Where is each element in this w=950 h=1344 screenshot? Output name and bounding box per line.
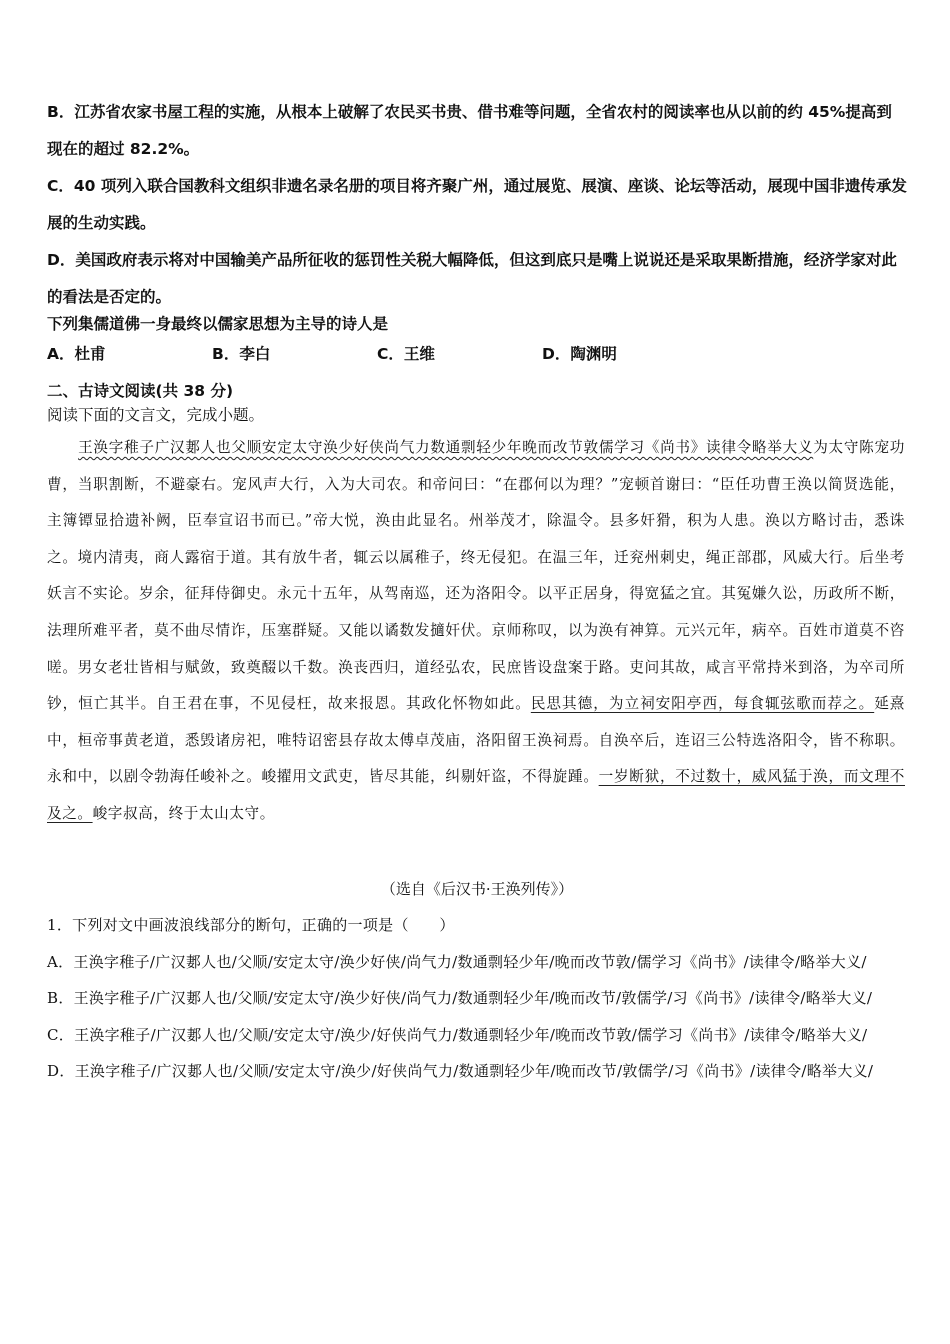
question-1-option-b: B．王涣字稚子/广汉郪人也/父顺/安定太守/涣少好侠/尚气力/数通剽轻少年/晚而改节/敦儒学/习《尚书》/读律令/略举大义/ [47, 989, 873, 1008]
passage-body-3: 峻字叔高，终于太山太守。 [92, 804, 275, 822]
question-1-option-d: D．王涣字稚子/广汉郪人也/父顺/安定太守/涣少/好侠尚气力/数通剽轻少年/晚而改节/敦儒学/习《尚书》/读律令/略举大义/ [47, 1062, 874, 1081]
section-2-instruction: 阅读下面的文言文，完成小题。 [47, 406, 265, 424]
option-b: B．江苏省农家书屋工程的实施，从根本上破解了农民买书贵、借书难等问题，全省农村的阅读率也从以前的约 45%提高到现在的超过 82.2%。 [47, 103, 892, 158]
poet-question-stem: 下列集儒道佛一身最终以儒家思想为主导的诗人是 [47, 315, 389, 333]
poet-choice-d: D．陶渊明 [542, 345, 617, 363]
poet-choice-a: A．杜甫 [47, 345, 106, 363]
option-d: D．美国政府表示将对中国输美产品所征收的惩罚性关税大幅降低，但这到底只是嘴上说说还是采取果断措施，经济学家对此的看法是否定的。 [47, 251, 897, 306]
section-2-heading: 二、古诗文阅读(共 38 分) [47, 382, 234, 400]
question-1 [47, 907, 909, 1090]
passage-underline-2: 一岁断狱，不过数十，威风猛于涣，而文理不及之。 [47, 768, 905, 822]
option-block-top [47, 94, 907, 316]
question-1-option-a: A．王涣字稚子/广汉郪人也/父顺/安定太守/涣少好侠/尚气力/数通剽轻少年/晚而改节敦/儒学习《尚书》/读律令/略举大义/ [47, 952, 867, 971]
passage-text [47, 430, 905, 833]
classical-passage [47, 430, 905, 833]
question-1-option-c: C．王涣字稚子/广汉郪人也/父顺/安定太守/涣少/好侠尚气力/数通剽轻少年/晚而改节敦/儒学习《尚书》/读律令/略举大义/ [47, 1025, 868, 1044]
passage-wavy-segment: 王涣字稚子广汉郪人也父顺安定太守涣少好侠尚气力数通剽轻少年晚而改节敦儒学习《尚书》读律令略举大义 [78, 439, 814, 456]
poet-choice-c: C．王维 [377, 345, 435, 363]
source-block [47, 878, 907, 899]
poet-choice-b: B．李白 [212, 345, 271, 363]
question-1-stem: 1．下列对文中画波浪线部分的断句，正确的一项是（ ） [47, 916, 455, 934]
passage-body-1: 为太守陈宠功曹，当职割断，不避豪右。宠风声大行，入为大司农。和帝问曰：“在郡何以为理？”宠顿首谢曰：“臣任功曹王涣以简贤选能，主簿镡显拾遗补阙，臣奉宣诏书而已。”帝大悦，涣由此显名。州举茂才，除温令。县多奸猾，积为人患。涣以方略讨击，悉诛之。境内清夷，商人露宿于道。其有放牛者，辄云以属稚子，终无侵犯。在温三年，迁兖州刺史，绳正部郡，风威大行。后坐考妖言不实论。岁余，征拜侍御史。永元十五年，从驾南巡，还为洛阳令。以平正居身，得宽猛之宜。其冤嫌久讼，历政所不断，法理所难平者，莫不曲尽情诈，压塞群疑。又能以谲数发擿奸伏。京师称叹，以为涣有神算。元兴元年，病卒。百姓市道莫不咨嗟。男女老壮皆相与赋敛，致奠醊以千数。涣丧西归，道经弘农，民庶皆设盘案于路。吏问其故，咸言平常持米到洛，为卒司所钞，恒亡其半。自王君在事，不见侵枉，故来报恩。其政化怀物如此。 [47, 439, 905, 713]
passage-underline-1: 民思其德，为立祠安阳亭西，每食辄弦歌而荐之。 [530, 695, 875, 713]
option-c: C．40 项列入联合国教科文组织非遗名录名册的项目将齐聚广州，通过展览、展演、座谈、论坛等活动，展现中国非遗传承发展的生动实践。 [47, 177, 907, 232]
poet-question [47, 309, 907, 369]
passage-source: （选自《后汉书·王涣列传》） [380, 880, 574, 898]
section-2-header [47, 379, 907, 427]
poet-choices [47, 339, 907, 369]
passage-body-2: 延熹中，桓帝事黄老道，悉毁诸房祀，唯特诏密县存故太傅卓茂庙，洛阳留王涣祠焉。自涣卒后，连诏三公特选洛阳令，皆不称职。永和中，以剧令勃海任峻补之。峻擢用文武吏，皆尽其能，纠剔奸盗，不得旋踵。 [47, 695, 906, 786]
